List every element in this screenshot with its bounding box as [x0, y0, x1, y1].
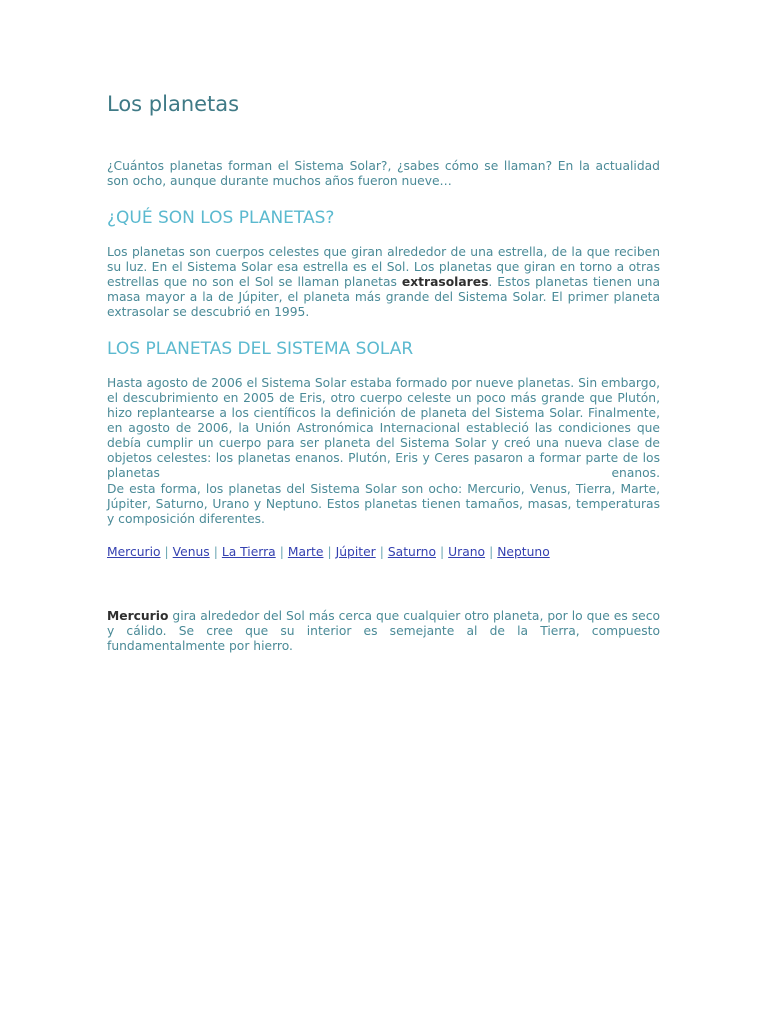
link-separator: | — [327, 545, 332, 559]
mercurio-bold-name: Mercurio — [107, 609, 169, 623]
planet-links-nav — [107, 545, 550, 560]
link-separator: | — [213, 545, 218, 559]
planet-link-urano[interactable]: Urano — [448, 545, 486, 559]
planet-link-la-tierra[interactable]: La Tierra — [221, 545, 276, 559]
planet-link-mercurio[interactable]: Mercurio — [107, 545, 161, 559]
link-separator: | — [164, 545, 169, 559]
planet-link-neptuno[interactable]: Neptuno — [497, 545, 550, 559]
what-are-planets-text-end: . Estos planetas tienen una masa mayor a la de Júpiter, el planeta más grande del Sistema Solar. El primer planeta extrasolar se descubrió en 1995. — [107, 275, 660, 319]
link-separator: | — [379, 545, 384, 559]
mercurio-paragraph — [107, 609, 660, 654]
planet-link-jupiter[interactable]: Júpiter — [335, 545, 376, 559]
section-heading-what-are-planets: ¿QUÉ SON LOS PLANETAS? — [107, 208, 335, 228]
mercurio-description: gira alrededor del Sol más cerca que cualquier otro planeta, por lo que es seco y cálido. Se cree que su interior es semejante al de la Tierra, compuesto fundamentalmente por hierro. — [107, 609, 660, 653]
extrasolares-bold-term: extrasolares — [401, 275, 489, 289]
solar-system-history-paragraph: Hasta agosto de 2006 el Sistema Solar estaba formado por nueve planetas. Sin embargo, el descubrimiento en 2005 de Eris, otro cuerpo celeste un poco más grande que Plutón, hizo replantearse a los científicos la definición de planeta del Sistema Solar. Finalmente, en agosto de 2006, la Unión Astronómica Internacional estableció las condiciones que debía cumplir un cuerpo para ser planeta del Sistema Solar y creó una nueva clase de objetos celestes: los planetas enanos. Plutón, Eris y Ceres pasaron a formar parte de los planetas enanos. — [107, 376, 660, 480]
solar-system-planets-paragraph: De esta forma, los planetas del Sistema Solar son ocho: Mercurio, Venus, Tierra, Marte, Júpiter, Saturno, Urano y Neptuno. Estos planetas tienen tamaños, masas, temperaturas y composición diferentes. — [107, 482, 660, 526]
what-are-planets-paragraph — [107, 245, 660, 320]
what-are-planets-text-start: Los planetas son cuerpos celestes que giran alrededor de una estrella, de la que reciben su luz. En el Sistema Solar esa estrella es el Sol. Los planetas que giran en torno a otras estrellas que no son el Sol se llaman planetas — [107, 245, 660, 289]
link-separator: | — [279, 545, 284, 559]
planet-link-venus[interactable]: Venus — [172, 545, 210, 559]
link-separator: | — [439, 545, 445, 559]
planet-link-saturno[interactable]: Saturno — [387, 545, 436, 559]
planet-link-marte[interactable]: Marte — [287, 545, 324, 559]
section-heading-solar-system-planets: LOS PLANETAS DEL SISTEMA SOLAR — [107, 339, 414, 359]
page-title: Los planetas — [107, 92, 240, 116]
link-separator: | — [489, 545, 494, 559]
intro-paragraph: ¿Cuántos planetas forman el Sistema Solar?, ¿sabes cómo se llaman? En la actualidad son ocho, aunque durante muchos años fueron nueve… — [107, 159, 660, 188]
